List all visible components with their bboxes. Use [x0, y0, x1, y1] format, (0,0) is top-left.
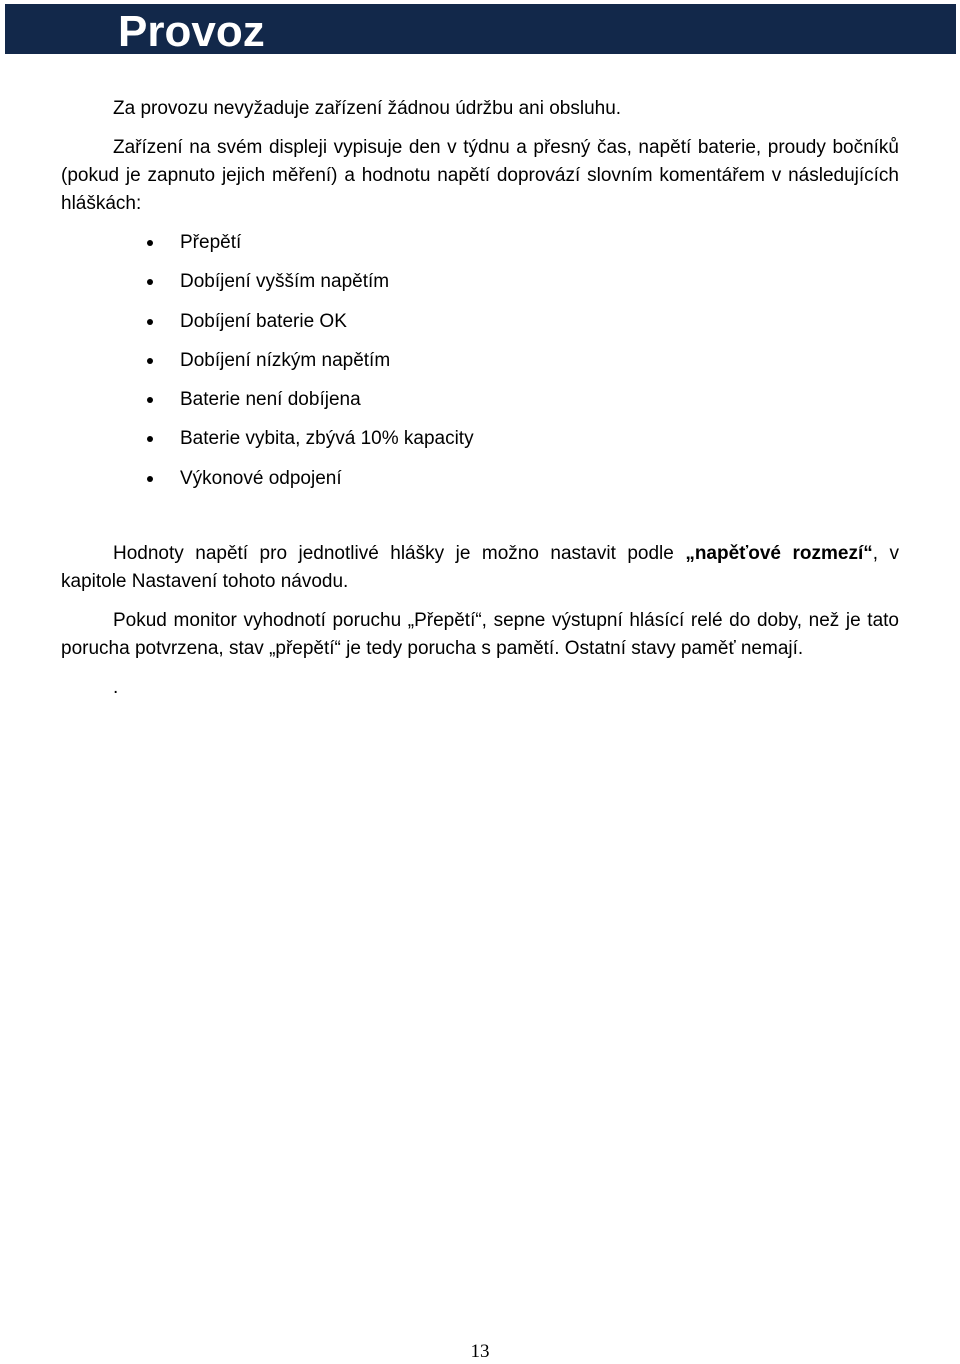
page-title: Provoz [118, 7, 265, 56]
paragraph-text: Hodnoty napětí pro jednotlivé hlášky je možno nastavit podle [113, 543, 686, 565]
paragraph-maintenance: Za provozu nevyžaduje zařízení žádnou údržbu ani obsluhu. [113, 98, 622, 119]
list-item [61, 425, 899, 464]
list-item [61, 268, 899, 307]
paragraph-text: , v kapitole Nastavení tohoto návodu. [61, 543, 899, 593]
message-text: Baterie není dobíjena [180, 389, 361, 411]
paragraph-dot: . [113, 677, 119, 699]
bullet-icon [147, 476, 153, 482]
list-item [61, 386, 899, 425]
document-body [61, 95, 899, 702]
paragraph-overvoltage: Pokud monitor vyhodnotí poruchu „Přepětí“, sepne výstupní hlásící relé do doby, než je tato porucha potvrzena, stav „přepětí“ je tedy porucha s pamětí. Ostatní stavy paměť nemají. [61, 610, 899, 660]
bold-term: „napěťové rozmezí“ [685, 543, 873, 565]
bullet-icon [147, 240, 153, 246]
bullet-icon [147, 279, 153, 285]
message-list [61, 229, 899, 504]
bullet-icon [147, 319, 153, 325]
message-text: Baterie vybita, zbývá 10% kapacity [180, 428, 474, 450]
list-item [61, 308, 899, 347]
header-bar [5, 4, 956, 54]
page-number: 13 [470, 1341, 490, 1362]
list-item [61, 465, 899, 504]
message-text: Dobíjení baterie OK [180, 310, 347, 332]
paragraph-display-info: Zařízení na svém displeji vypisuje den v týdnu a přesný čas, napětí baterie, proudy bočníků (pokud je zapnuto jejich měření) a hodnotu napětí doprovází slovním komentářem v následujících hláškách: [61, 137, 899, 214]
list-item [61, 347, 899, 386]
paragraph-voltage-settings [61, 540, 899, 596]
message-text: Dobíjení vyšším napětím [180, 271, 390, 293]
bullet-icon [147, 397, 153, 403]
message-text: Výkonové odpojení [180, 467, 342, 489]
message-text: Dobíjení nízkým napětím [180, 349, 391, 371]
bullet-icon [147, 436, 153, 442]
message-text: Přepětí [180, 232, 242, 253]
bullet-icon [147, 358, 153, 364]
list-item [61, 229, 899, 268]
